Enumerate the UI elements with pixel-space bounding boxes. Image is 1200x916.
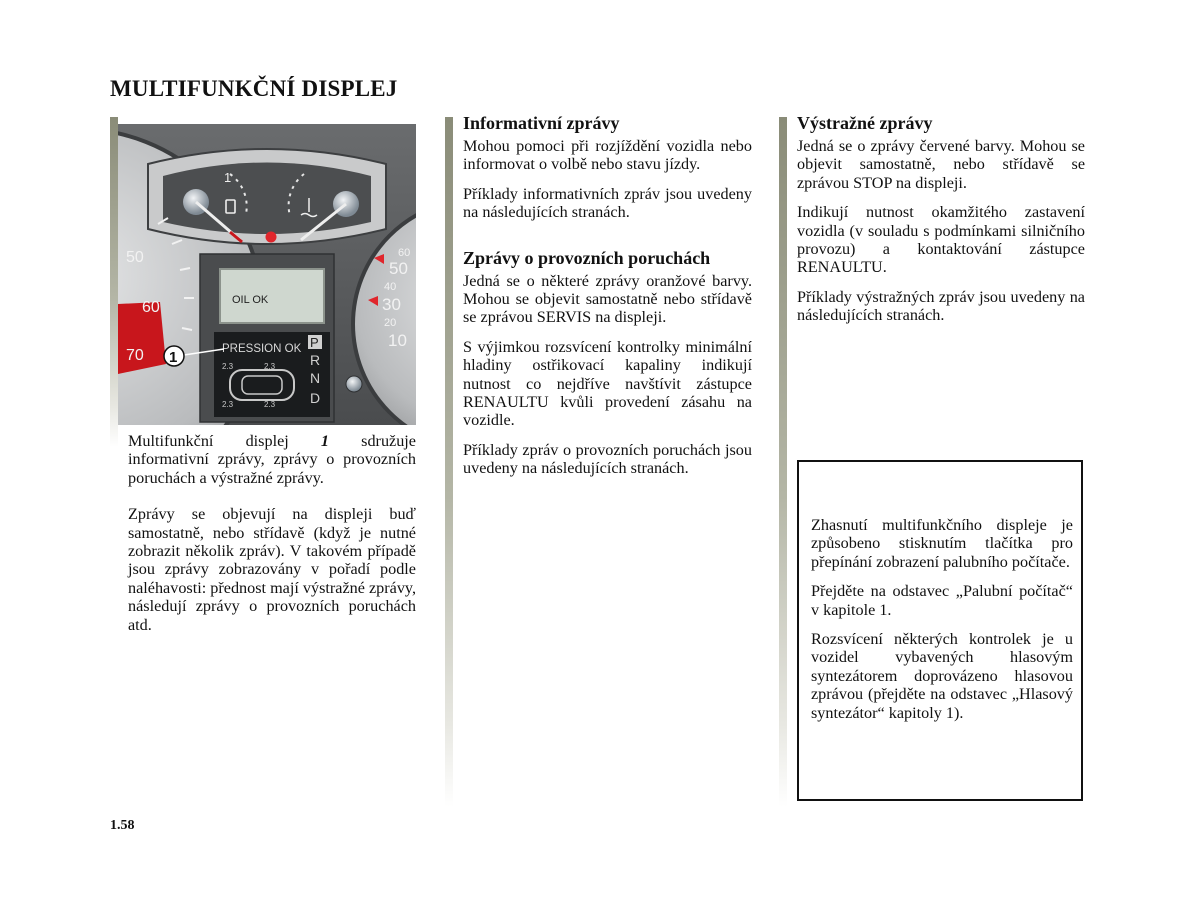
priority-paragraph: Zprávy se objevují na displeji buď samostatně, nebo střídavě (když je nutné zobrazit několik zpráv). V takovém případě jsou zprávy zobrazovány v pořadí podle naléhavosti: přednost mají výstražné zprávy, následují zprávy o provozních poruchách atd. — [128, 505, 416, 634]
speed-right-50: 50 — [389, 259, 408, 278]
heading-informative: Informativní zprávy — [463, 113, 620, 133]
warnings-paragraph-2: Indikují nutnost okamžitého zastavení vozidla (v souladu s podmínkami silničního provozu) a kontaktování zástupce RENAULTU. — [797, 203, 1085, 277]
speed-right-20: 20 — [384, 317, 397, 329]
intro-paragraph: Multifunkční displej 1 sdružuje informativní zprávy, zprávy o provozních poruchách a výstražné zprávy. — [128, 432, 416, 487]
tyre-rear-right: 2.3 — [264, 400, 276, 409]
faults-paragraph-3: Příklady zpráv o provozních poruchách jsou uvedeny na následujících stranách. — [463, 440, 752, 478]
gear-d: D — [310, 390, 321, 406]
speed-right-60: 60 — [398, 247, 411, 259]
page-title: MULTIFUNKČNÍ DISPLEJ — [110, 76, 398, 101]
column-left-text — [128, 432, 416, 645]
tyre-rear-left: 2.3 — [222, 400, 234, 409]
heading-warnings: Výstražné zprávy — [797, 113, 933, 133]
informative-paragraph-2: Příklady informativních zpráv jsou uvedeny na následujících stranách. — [463, 184, 752, 222]
column-middle-text — [463, 113, 752, 489]
note-box — [797, 460, 1083, 801]
informative-paragraph-1: Mohou pomoci při rozjíždění vozidla nebo informovat o volbě nebo stavu jízdy. — [463, 137, 752, 174]
callout-reference: 1 — [320, 432, 329, 450]
speed-left-60: 60 — [142, 299, 160, 316]
tyre-front-right: 2.3 — [264, 362, 276, 371]
gear-r: R — [310, 352, 321, 368]
lcd-bottom-text: PRESSION OK — [222, 343, 302, 355]
fuel-mark: 1 — [224, 170, 232, 185]
note-paragraph-2: Přejděte na odstavec „Palubní počítač“ v kapitole 1. — [811, 582, 1073, 619]
warnings-paragraph-1: Jedná se o zprávy červené barvy. Mohou se objevit samostatně, nebo střídavě se zprávou STOP na displeji. — [797, 137, 1085, 192]
column-right-text — [797, 113, 1085, 336]
faults-paragraph-2: S výjimkou rozsvícení kontrolky minimální hladiny ostřikovací kapaliny indikují nutnost co nejdříve navštívit zástupce RENAULTU kvůli provedení zásahu na vozidle. — [463, 337, 752, 430]
speed-left-50: 50 — [126, 249, 144, 266]
warning-light-icon — [266, 232, 277, 243]
speed-left-70: 70 — [126, 347, 144, 364]
reset-knob — [346, 376, 362, 392]
speed-right-40: 40 — [384, 281, 397, 293]
instrument-cluster-illustration — [118, 124, 416, 425]
gear-n: N — [310, 370, 321, 386]
gear-p: P — [310, 335, 319, 350]
lcd-top-text: OIL OK — [232, 294, 269, 306]
tyre-front-left: 2.3 — [222, 362, 234, 371]
column-bar-middle — [445, 117, 453, 807]
note-paragraph-3: Rozsvícení některých kontrolek je u vozidel vybavených hlasovým syntezátorem doprovázeno hlasovou zprávou (přejděte na odstavec „Hlasový syntezátor“ kapitoly 1). — [811, 630, 1073, 722]
column-bar-right — [779, 117, 787, 807]
column-bar-left — [110, 117, 118, 447]
heading-faults: Zprávy o provozních poruchách — [463, 247, 711, 268]
speed-right-30: 30 — [382, 295, 401, 314]
faults-paragraph-1: Jedná se o některé zprávy oranžové barvy. Mohou se objevit samostatně nebo střídavě se zprávou SERVIS na displeji. — [463, 271, 752, 327]
note-paragraph-1: Zhasnutí multifunkčního displeje je způsobeno stisknutím tlačítka pro přepínání zobrazení palubního počítače. — [811, 516, 1073, 571]
speed-right-10: 10 — [388, 331, 407, 350]
page-number: 1.58 — [110, 818, 135, 833]
callout-number: 1 — [169, 349, 178, 366]
warnings-paragraph-3: Příklady výstražných zpráv jsou uvedeny na následujících stranách. — [797, 287, 1085, 325]
